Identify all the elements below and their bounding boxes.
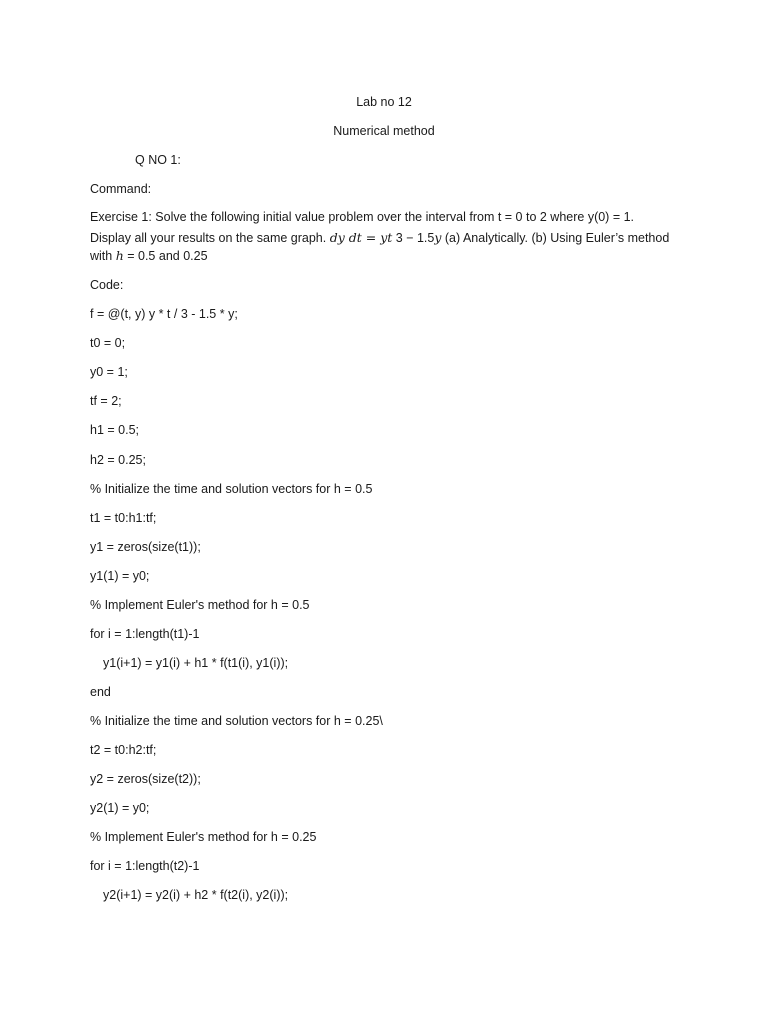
math-yt: yt — [380, 230, 393, 245]
math-h: h — [115, 248, 124, 263]
code-line: y1(1) = y0; — [90, 569, 150, 583]
code-comment: % Implement Euler's method for h = 0.25 — [90, 830, 317, 844]
exercise-line-2 — [90, 229, 669, 247]
exercise-line-3-text: with — [90, 249, 116, 263]
code-line: y1 = zeros(size(t1)); — [90, 540, 201, 554]
exercise-line-3-tail: = 0.5 and 0.25 — [123, 249, 208, 263]
code-line: end — [90, 685, 111, 699]
code-line: y0 = 1; — [90, 365, 128, 379]
code-line: f = @(t, y) y * t / 3 - 1.5 * y; — [90, 307, 238, 321]
code-line: h2 = 0.25; — [90, 453, 146, 467]
code-comment: % Implement Euler's method for h = 0.5 — [90, 598, 310, 612]
math-constant: 3 − 1.5 — [392, 231, 435, 245]
command-label: Command: — [90, 182, 152, 196]
code-line: t1 = t0:h1:tf; — [90, 511, 157, 525]
math-y: y — [434, 230, 442, 245]
code-comment: % Initialize the time and solution vectors for h = 0.25\ — [90, 714, 383, 728]
exercise-line-2-text: Display all your results on the same graph. — [90, 231, 327, 245]
code-line: t2 = t0:h2:tf; — [90, 743, 157, 757]
code-line: for i = 1:length(t2)-1 — [90, 859, 200, 873]
code-label: Code: — [90, 278, 124, 292]
exercise-line-1: Exercise 1: Solve the following initial value problem over the interval from t = 0 to 2 where y(0) = 1. — [90, 210, 635, 224]
doc-subtitle: Numerical method — [333, 124, 435, 138]
code-line: y2(i+1) = y2(i) + h2 * f(t2(i), y2(i)); — [103, 888, 289, 902]
math-equals: = — [361, 230, 381, 245]
doc-title: Lab no 12 — [356, 95, 412, 109]
code-line: y2(1) = y0; — [90, 801, 150, 815]
code-line: tf = 2; — [90, 394, 122, 408]
code-line: h1 = 0.5; — [90, 423, 139, 437]
code-line: y1(i+1) = y1(i) + h1 * f(t1(i), y1(i)); — [103, 656, 289, 670]
question-number: Q NO 1: — [135, 153, 181, 167]
exercise-line-3 — [90, 247, 208, 265]
code-line: y2 = zeros(size(t2)); — [90, 772, 201, 786]
code-line: t0 = 0; — [90, 336, 126, 350]
exercise-line-2-tail: (a) Analytically. (b) Using Euler’s method — [441, 231, 670, 245]
math-dy-dt: dy dt — [329, 230, 362, 245]
code-line: for i = 1:length(t1)-1 — [90, 627, 200, 641]
code-comment: % Initialize the time and solution vectors for h = 0.5 — [90, 482, 373, 496]
